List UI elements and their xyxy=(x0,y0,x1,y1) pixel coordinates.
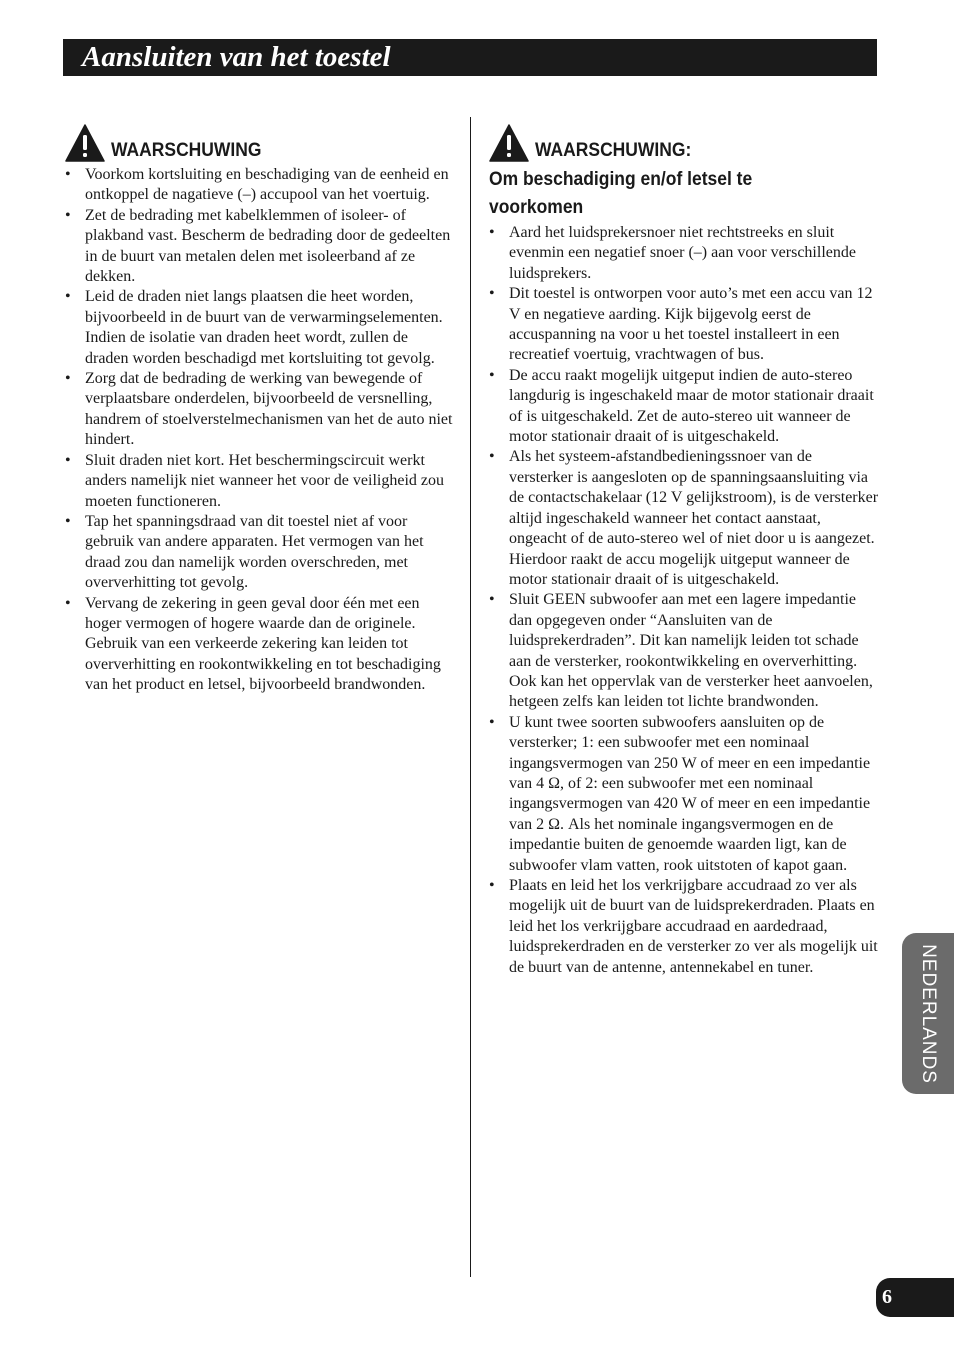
list-item: • Leid de draden niet langs plaatsen die heet worden, bijvoorbeeld in de buurt van de verwarmingselementen. Indien de isolatie van draden heet wordt, zullen de draden worden beschadigd met kortsluiting tot gevolg. xyxy=(65,287,455,369)
list-item: • De accu raakt mogelijk uitgeput indien de auto-stereo langdurig is ingeschakeld maar de motor stationair draait of is uitgeschakeld. Zet de auto-stereo uit wanneer de motor stationair draait of is uitgeschakeld. xyxy=(489,366,879,448)
list-item: • Zorg dat de bedrading de werking van bewegende of verplaatsbare onderdelen, bijvoorbeeld de versnelling, handrem of stoelverstelmechanismen van het de auto niet hindert. xyxy=(65,369,455,451)
column-divider xyxy=(470,117,471,1277)
list-item: • Plaats en leid het los verkrijgbare accudraad zo ver als mogelijk uit de buurt van de luidsprekerdraden. Plaats en leid het los verkrijgbare accudraad en aardedraad, luidsprekerdraden en de versterker zo ver als mogelijk uit de buurt van de antenne, antennekabel en tuner. xyxy=(489,876,879,978)
list-item: • Tap het spanningsdraad van dit toestel niet af voor gebruik van andere apparaten. Het vermogen van het draad zou dan namelijk worden overschreden, met oververhitting tot gevolg. xyxy=(65,512,455,594)
left-column xyxy=(65,120,455,696)
language-tab xyxy=(902,933,954,1094)
language-label: NEDERLANDS xyxy=(918,943,939,1084)
title-bar xyxy=(63,39,877,76)
left-warning-title: WAARSCHUWING xyxy=(111,140,262,161)
left-warning-heading xyxy=(65,120,455,162)
list-item: • Sluit draden niet kort. Het beschermingscircuit werkt anders namelijk niet wanneer het voor de veiligheid zou moeten functioneren. xyxy=(65,451,455,512)
right-warning-heading xyxy=(489,120,879,162)
page-title: Aansluiten van het toestel xyxy=(82,41,391,73)
list-item: • Zet de bedrading met kabelklemmen of isoleer- of plakband vast. Bescherm de bedrading door de gedeelten in de buurt van metalen delen met isoleerband af ze dekken. xyxy=(65,206,455,288)
page-number-tab xyxy=(876,1278,954,1317)
list-item: • Dit toestel is ontworpen voor auto’s met een accu van 12 V en negatieve aarding. Kijk bijgevolg eerst de accuspanning na voor u het toestel installeert in een recreatief voertuig, vrachtwagen of bus. xyxy=(489,284,879,366)
right-column xyxy=(489,120,879,978)
warning-triangle-icon xyxy=(65,124,105,162)
right-warning-title: WAARSCHUWING: xyxy=(535,140,692,161)
warning-triangle-icon xyxy=(489,124,529,162)
list-item: • Vervang de zekering in geen geval door één met een hoger vermogen of hogere waarde dan de originele. Gebruik van een verkeerde zekering kan leiden tot oververhitting en rookontwikkeling en tot beschadiging van het product en letsel, bijvoorbeeld brandwonden. xyxy=(65,594,455,696)
list-item: • Sluit GEEN subwoofer aan met een lagere impedantie dan opgegeven onder “Aansluiten van de luidsprekerdraden”. Dit kan namelijk leiden tot schade aan de versterker, rookontwikkeling en oververhitting. Ook kan het oppervlak van de versterker heet aanvoelen, hetgeen zelfs kan leiden tot lichte brandwonden. xyxy=(489,590,879,712)
right-warning-list xyxy=(489,223,879,978)
list-item: • Aard het luidsprekersnoer niet rechtstreeks en sluit evenmin een negatief snoer (–) aan voor verschillende luidsprekers. xyxy=(489,223,879,284)
list-item: • Als het systeem-afstandbedieningssnoer van de versterker is aangesloten op de spanningsaansluiting via de contactschakelaar (12 V gelijkstroom), is de versterker altijd ingeschakeld wanneer het contact aanstaat, ongeacht of de auto-stereo wel of niet door u is aangezet. Hierdoor raakt de accu mogelijk uitgeput wanneer de motor stationair draait of is uitgeschakeld. xyxy=(489,447,879,590)
left-warning-list xyxy=(65,165,455,696)
list-item: • Voorkom kortsluiting en beschadiging van de eenheid en ontkoppel de nagatieve (–) accupool van het voertuig. xyxy=(65,165,455,206)
list-item: • U kunt twee soorten subwoofers aansluiten op de versterker; 1: een subwoofer met een nominaal ingangsvermogen van 250 W of meer en een impedantie van 4 Ω, of 2: een subwoofer met een nominaal ingangsvermogen van 420 W of meer en een impedantie van 2 Ω. Als het nominale ingangsvermogen en de impedantie buiten de genoemde waarden ligt, kan de subwoofer vlam vatten, rook uitstoten of kapot gaan. xyxy=(489,713,879,876)
page-number: 6 xyxy=(882,1286,892,1308)
right-warning-subtitle: Om beschadiging en/of letsel te voorkomen xyxy=(489,169,753,218)
